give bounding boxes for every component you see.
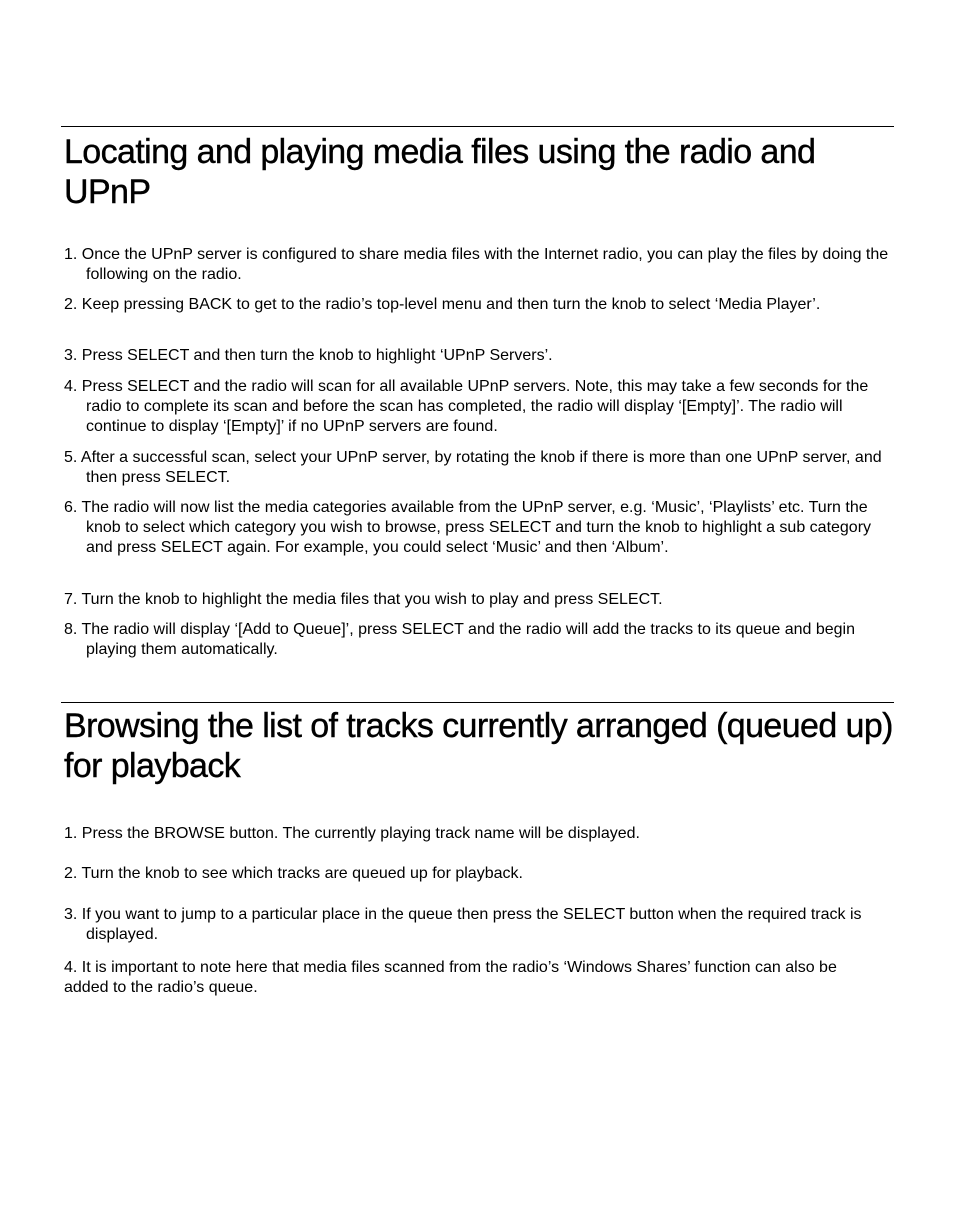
list-item: 1. Press the BROWSE button. The currently playing track name will be displayed. — [64, 825, 640, 842]
section-heading-queue: Browsing the list of tracks currently arranged (queued up) for playback — [64, 707, 893, 785]
list-item: 4. Press SELECT and the radio will scan for all available UPnP servers. Note, this may take a few seconds for the radio to complete its scan and before the scan has completed, the radio will display ‘[Empty]’. The radio will continue to display ‘[Empty]’ if no UPnP servers are found. — [64, 378, 869, 435]
section-heading-upnp: Locating and playing media files using the radio and UPnP — [64, 133, 816, 211]
list-item: 6. The radio will now list the media categories available from the UPnP server, e.g. ‘Music’, ‘Playlists’ etc. Turn the knob to select which category you wish to browse, press SELECT and turn the knob to highlight a sub category and press SELECT again. For example, you could select ‘Music’ and then ‘Album’. — [64, 499, 872, 556]
section-divider — [61, 702, 894, 703]
section-divider — [61, 126, 894, 127]
list-item: 4. It is important to note here that media files scanned from the radio’s ‘Windows Shares’ function can also be added to the radio’s queue. — [64, 959, 837, 996]
list-item: 7. Turn the knob to highlight the media files that you wish to play and press SELECT. — [64, 591, 663, 608]
list-item: 2. Keep pressing BACK to get to the radio’s top-level menu and then turn the knob to select ‘Media Player’. — [64, 296, 821, 313]
list-item: 1. Once the UPnP server is configured to share media files with the Internet radio, you can play the files by doing the following on the radio. — [64, 246, 889, 283]
list-item: 8. The radio will display ‘[Add to Queue]’, press SELECT and the radio will add the tracks to its queue and begin playing them automatically. — [64, 621, 855, 658]
list-item: 5. After a successful scan, select your UPnP server, by rotating the knob if there is more than one UPnP server, and then press SELECT. — [64, 449, 882, 486]
list-item: 3. Press SELECT and then turn the knob to highlight ‘UPnP Servers’. — [64, 347, 553, 364]
list-item: 2. Turn the knob to see which tracks are queued up for playback. — [64, 865, 523, 882]
list-item: 3. If you want to jump to a particular place in the queue then press the SELECT button when the required track is displayed. — [64, 906, 862, 943]
